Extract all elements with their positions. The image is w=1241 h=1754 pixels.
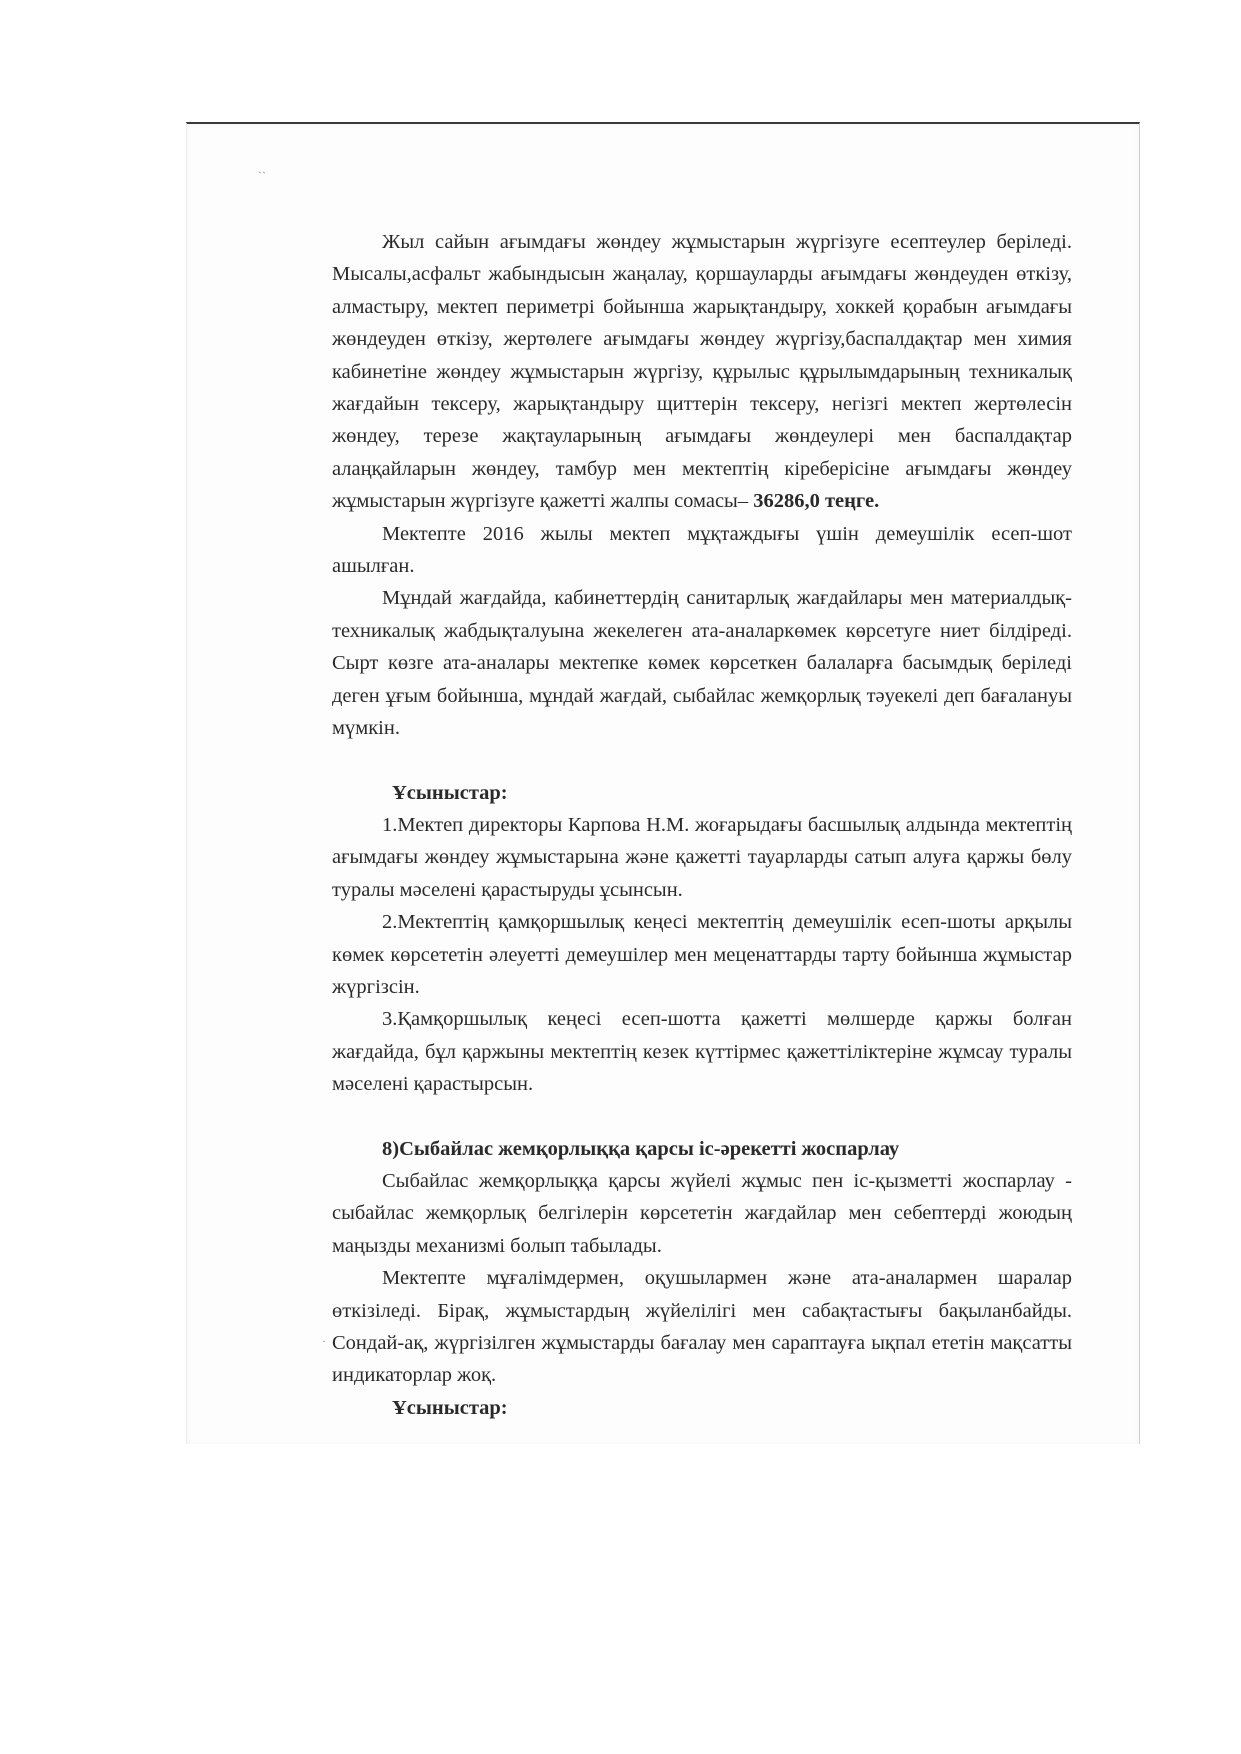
scan-artifact: ˏˎ — [258, 160, 266, 174]
scan-artifact: · — [322, 1334, 326, 1348]
recommendation-item: 1.Мектеп директоры Карпова Н.М. жоғарыдағы басшылық алдында мектептің ағымдағы жөндеу жұмыстарына және қажетті тауарларды сатып алуға қаржы бөлу туралы мәселені қарастыруды ұсынсын. — [332, 813, 1072, 901]
spacer — [332, 1101, 1072, 1133]
total-amount: 36286,0 теңге. — [753, 490, 880, 513]
section-8-paragraph: Мектепте мұғалімдермен, оқушылармен және ата-аналармен шаралар өткізіледі. Бірақ, жұмыстардың жүйелілігі мен сабақтастығы бақыланбайды. Сондай-ақ, жүргізілген жұмыстарды бағалау мен сараптауға ықпал ететін мақсатты индикаторлар жоқ. — [332, 1267, 1072, 1387]
section-8-heading: 8)Сыбайлас жемқорлыққа қарсы іс-әрекетті жоспарлау — [382, 1137, 900, 1160]
recommendations-heading: Ұсыныстар: — [392, 1396, 508, 1419]
paragraph-sponsor-account: Мектепте 2016 жылы мектеп мұқтаждығы үшін демеушілік есеп-шот ашылған. — [332, 522, 1072, 578]
paragraph-text: Жыл сайын ағымдағы жөндеу жұмыстарын жүргізуге есептеулер беріледі. Мысалы,асфальт жабындысын жаңалау, қоршауларды ағымдағы жөндеуден өткізу, алмастыру, мектеп периметрі бойынша жарықтандыру, хоккей қорабын ағымдағы жөндеуден өткізу, жертөлеге ағымдағы жөндеу жүргізу,баспалдақтар мен химия кабинетіне жөндеу жұмыстарын жүргізу, құрылыс құрылымдарының техникалық жағдайын тексеру, жарықтандыру щиттерін тексеру, негізгі мектеп жертөлесін жөндеу, терезе жақтауларының ағымдағы жөндеулері мен баспалдақтар алаңқайларын жөндеу, тамбур мен мектептің кіреберісіне ағымдағы жөндеу жұмыстарын жүргізуге қажетті жалпы сомасы– — [332, 231, 1072, 513]
paragraph-repair-costs — [332, 226, 1072, 518]
recommendations-heading: Ұсыныстар: — [392, 781, 508, 804]
recommendation-item: 2.Мектептің қамқоршылық кеңесі мектептің демеушілік есеп-шоты арқылы көмек көрсететін әлеуетті демеушілер мен меценаттарды тарту бойынша жұмыстар жүргізсін. — [332, 911, 1072, 998]
section-8-paragraph: Сыбайлас жемқорлыққа қарсы жүйелі жұмыс пен іс-қызметті жоспарлау - сыбайлас жемқорлық белгілерін көрсететін жағдайлар мен себептерді жоюдың маңызды механизмі болып табылады. — [332, 1169, 1072, 1257]
document-body — [332, 226, 1072, 1424]
recommendation-item: 3.Қамқоршылық кеңесі есеп-шотта қажетті мөлшерде қаржы болған жағдайда, бұл қаржыны мектептің кезек күттірмес қажеттіліктеріне жұмсау туралы мәселені қарастырсын. — [332, 1008, 1072, 1096]
paragraph-parent-assistance: Мұндай жағдайда, кабинеттердің санитарлық жағдайлары мен материалдық-техникалық жабдықталуына жекелеген ата-аналаркөмек көрсетуге ниет білдіреді. Сырт көзге ата-аналары мектепке көмек көрсеткен балаларға басымдық беріледі деген ұғым бойынша, мұндай жағдай, сыбайлас жемқорлық тәуекелі деп бағалануы мүмкін. — [332, 587, 1072, 740]
spacer — [332, 745, 1072, 777]
